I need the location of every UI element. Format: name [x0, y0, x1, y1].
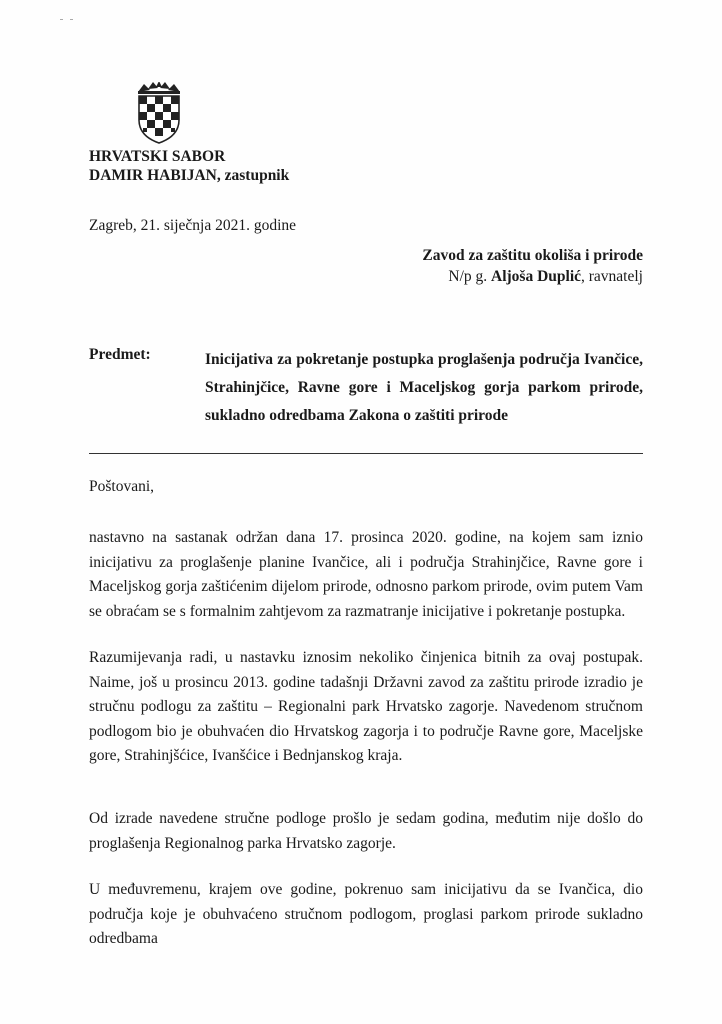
recipient-organization: Zavod za zaštitu okoliša i prirode: [422, 247, 643, 264]
recipient-attention: [448, 268, 643, 286]
scan-speck: [70, 19, 73, 20]
recipient-attn-name: Aljoša Duplić: [491, 268, 582, 285]
subject-divider: [89, 453, 643, 454]
subject-text: Inicijativa za pokretanje postupka proglašenja područja Ivančice, Strahinjčice, Ravne gore i Maceljskog gorja parkom prirode, sukladno odredbama Zakona o zaštiti prirode: [205, 351, 643, 424]
sender-institution: HRVATSKI SABOR: [89, 148, 226, 165]
date-line: Zagreb, 21. siječnja 2021. godine: [89, 217, 297, 234]
body-paragraph-1: nastavno na sastanak održan dana 17. prosinca 2020. godine, na kojem sam iznio inicijativu za proglašenje planine Ivančice, ali i područja Strahinjčice, Ravne gore i Maceljskog gorja zaštićenim dijelom prirode, odnosno parkom prirode, ovim putem Vam se obraćam se s formalnim zahtjevom za razmatranje inicijative i pokretanje postupka.: [89, 529, 643, 620]
body-paragraph-3: Od izrade navedene stručne podloge prošlo je sedam godina, međutim nije došlo do proglašenja Regionalnog parka Hrvatsko zagorje.: [89, 810, 643, 852]
scan-speck: [60, 19, 63, 20]
body-paragraph-4: U međuvremenu, krajem ove godine, pokrenuo sam inicijativu da se Ivančica, dio područja koje je obuhvaćeno stručnom podlogom, proglasi parkom prirode sukladno odredbama: [89, 881, 643, 947]
subject-label: Predmet:: [89, 346, 151, 363]
recipient-attn-prefix: N/p g.: [448, 268, 488, 285]
recipient-attn-suffix: , ravnatelj: [581, 268, 643, 285]
croatian-coat-of-arms-icon: [135, 82, 183, 144]
sender-name: DAMIR HABIJAN, zastupnik: [89, 167, 290, 184]
body-paragraph-2: Razumijevanja radi, u nastavku iznosim nekoliko činjenica bitnih za ovaj postupak. Naime, još u prosincu 2013. godine tadašnji Državni zavod za zaštitu prirode izradio je stručnu podlogu za zaštitu – Regionalni park Hrvatsko zagorje. Navedenom stručnom podlogom bio je obuhvaćen dio Hrvatskog zagorja i to područje Ravne gore, Maceljske gore, Strahinjšćice, Ivanšćice i Bednjanskog kraja.: [89, 649, 643, 764]
salutation: Poštovani,: [89, 478, 155, 495]
